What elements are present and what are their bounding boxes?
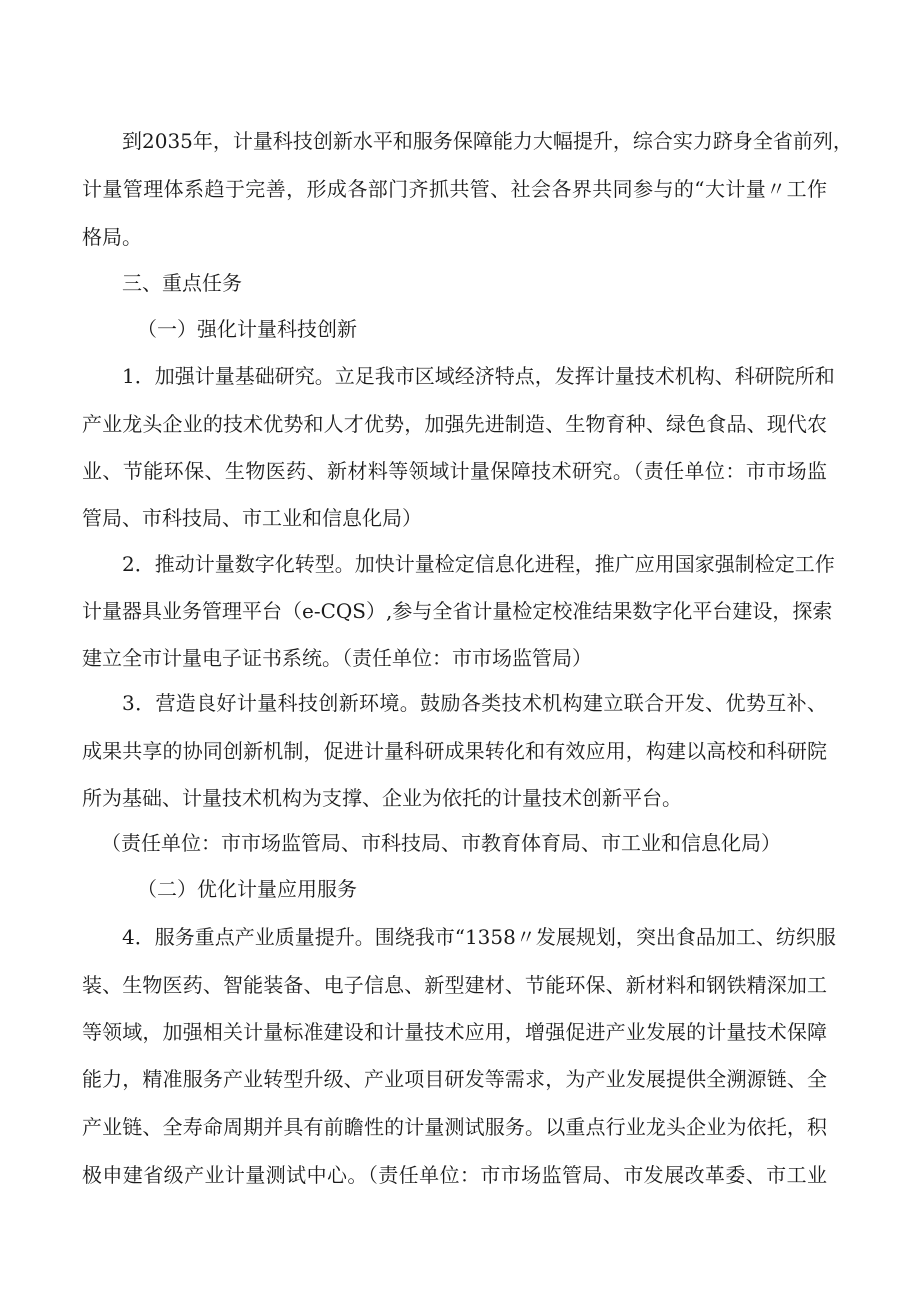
- subheading-tech-innovation: （一）强化计量科技创新: [137, 317, 357, 341]
- item-4-line-6: 极申建省级产业计量测试中心。（责任单位：市市场监管局、市发展改革委、市工业: [82, 1163, 827, 1187]
- item-1-line-1: 1．加强计量基础研究。立足我市区域经济特点，发挥计量技术机构、科研院所和: [122, 364, 835, 388]
- item-3-line-4: （责任单位：市市场监管局、市科技局、市教育体育局、市工业和信息化局）: [101, 831, 781, 855]
- paragraph-2035-line-1: 到2035年，计量科技创新水平和服务保障能力大幅提升，综合实力跻身全省前列，: [122, 129, 853, 153]
- item-4-line-1: 4．服务重点产业质量提升。围绕我市“1358〃发展规划，突出食品加工、纺织服: [122, 925, 836, 949]
- subheading-application-services: （二）优化计量应用服务: [137, 877, 357, 901]
- item-2-line-2: 计量器具业务管理平台（e-CQS）,参与全省计量检定校准结果数字化平台建设，探索: [82, 599, 833, 623]
- item-3-line-1: 3．营造良好计量科技创新环境。鼓励各类技术机构建立联合开发、优势互补、: [122, 691, 827, 715]
- item-3-line-3: 所为基础、计量技术机构为支撑、企业为依托的计量技术创新平台。: [82, 786, 682, 810]
- item-3-line-2: 成果共享的协同创新机制，促进计量科研成果转化和有效应用，构建以高校和科研院: [82, 739, 827, 763]
- item-4-line-2: 装、生物医药、智能装备、电子信息、新型建材、节能环保、新材料和钢铁精深加工: [82, 973, 827, 997]
- section-heading-key-tasks: 三、重点任务: [122, 271, 242, 295]
- item-2-line-3: 建立全市计量电子证书系统。（责任单位：市市场监管局）: [82, 646, 592, 670]
- item-4-line-5: 产业链、全寿命周期并具有前瞻性的计量测试服务。以重点行业龙头企业为依托，积: [82, 1115, 827, 1139]
- paragraph-2035-line-2: 计量管理体系趋于完善，形成各部门齐抓共管、社会各界共同参与的“大计量〃工作: [82, 177, 827, 201]
- item-2-line-1: 2．推动计量数字化转型。加快计量检定信息化进程，推广应用国家强制检定工作: [122, 552, 835, 576]
- item-4-line-3: 等领域，加强相关计量标准建设和计量技术应用，增强促进产业发展的计量技术保障: [82, 1020, 827, 1044]
- item-1-line-3: 业、节能环保、生物医药、新材料等领域计量保障技术研究。（责任单位：市市场监: [82, 459, 827, 483]
- paragraph-2035-line-3: 格局。: [82, 225, 142, 249]
- item-4-line-4: 能力，精准服务产业转型升级、产业项目研发等需求，为产业发展提供全溯源链、全: [82, 1067, 827, 1091]
- item-1-line-2: 产业龙头企业的技术优势和人才优势，加强先进制造、生物育种、绿色食品、现代农: [82, 412, 827, 436]
- item-1-line-4: 管局、市科技局、市工业和信息化局）: [82, 506, 422, 530]
